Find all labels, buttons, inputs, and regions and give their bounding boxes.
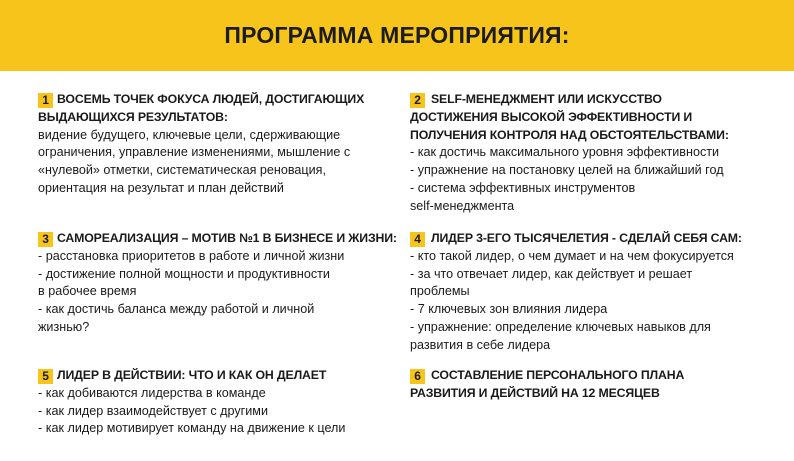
program-section-1 bbox=[38, 91, 398, 198]
program-section-6 bbox=[410, 367, 780, 403]
section-number-badge: 6 bbox=[410, 369, 425, 384]
section-title-line bbox=[410, 230, 780, 248]
section-title-line bbox=[38, 91, 398, 109]
section-body-line: - как достичь максимального уровня эффективности bbox=[410, 145, 720, 160]
section-body-line: - упражнение на постановку целей на ближайший год bbox=[410, 163, 724, 178]
section-body-line: - достижение полной мощности и продуктивности bbox=[38, 266, 330, 281]
program-section-5 bbox=[38, 367, 398, 438]
section-title-text: САМОРЕАЛИЗАЦИЯ – МОТИВ №1 В БИЗНЕСЕ И ЖИЗНИ: bbox=[57, 231, 397, 245]
section-body-line: «нулевой» отметки, систематическая реновация, bbox=[38, 163, 326, 178]
program-section-3 bbox=[38, 230, 398, 337]
section-title-line: ДОСТИЖЕНИЯ ВЫСОКОЙ ЭФФЕКТИВНОСТИ И bbox=[410, 109, 693, 124]
section-body-line: - упражнение: определение ключевых навыков для bbox=[410, 319, 711, 334]
section-body-line: - 7 ключевых зон влияния лидера bbox=[410, 302, 608, 317]
section-body-line: - как лидер взаимодействует с другими bbox=[38, 403, 268, 418]
section-body-line: - за что отвечает лидер, как действует и решает bbox=[410, 266, 693, 281]
section-body-line: ориентация на результат и план действий bbox=[38, 180, 284, 195]
section-title-line: ВЫДАЮЩИХСЯ РЕЗУЛЬТАТОВ: bbox=[38, 109, 228, 124]
section-body-line: - система эффективных инструментов bbox=[410, 180, 636, 195]
section-body-line: жизнью? bbox=[38, 319, 90, 334]
section-number-badge: 4 bbox=[410, 232, 425, 247]
section-body-line: видение будущего, ключевые цели, сдерживающие bbox=[38, 127, 341, 142]
section-title-text: ЛИДЕР В ДЕЙСТВИИ: ЧТО И КАК ОН ДЕЛАЕТ bbox=[57, 368, 327, 382]
section-body-line: - как достичь баланса между работой и личной bbox=[38, 302, 315, 317]
section-body-line: - кто такой лидер, о чем думает и на чем фокусируется bbox=[410, 248, 734, 263]
section-title-line bbox=[38, 230, 398, 248]
section-title-text: ЛИДЕР 3-ЕГО ТЫСЯЧЕЛЕТИЯ - СДЕЛАЙ СЕБЯ САМ: bbox=[431, 231, 742, 245]
section-body-line: - как добиваются лидерства в команде bbox=[38, 385, 266, 400]
section-body-line: проблемы bbox=[410, 284, 470, 299]
section-title-line: РАЗВИТИЯ И ДЕЙСТВИЙ НА 12 МЕСЯЦЕВ bbox=[410, 385, 660, 400]
section-title-text: СОСТАВЛЕНИЕ ПЕРСОНАЛЬНОГО ПЛАНА bbox=[431, 368, 685, 382]
section-title-line bbox=[410, 367, 780, 385]
section-number-badge: 2 bbox=[410, 93, 425, 108]
section-title-text: SELF-МЕНЕДЖМЕНТ ИЛИ ИСКУССТВО bbox=[431, 92, 662, 106]
section-body-line: в рабочее время bbox=[38, 284, 137, 299]
section-body-line: развития в себе лидера bbox=[410, 337, 551, 352]
section-title-line bbox=[38, 367, 398, 385]
section-title-line bbox=[410, 91, 780, 109]
section-number-badge: 5 bbox=[38, 369, 53, 384]
program-section-4 bbox=[410, 230, 780, 355]
section-body-line: ограничения, управление изменениями, мышление с bbox=[38, 145, 351, 160]
section-body-line: - как лидер мотивирует команду на движение к цели bbox=[38, 421, 346, 436]
program-section-2 bbox=[410, 91, 780, 216]
page-title: ПРОГРАММА МЕРОПРИЯТИЯ: bbox=[224, 22, 570, 48]
section-body-line: - расстановка приоритетов в работе и личной жизни bbox=[38, 248, 345, 263]
section-title-line: ПОЛУЧЕНИЯ КОНТРОЛЯ НАД ОБСТОЯТЕЛЬСТВАМИ: bbox=[410, 127, 729, 142]
section-number-badge: 3 bbox=[38, 232, 53, 247]
header-banner bbox=[0, 0, 794, 71]
section-title-text: ВОСЕМЬ ТОЧЕК ФОКУСА ЛЮДЕЙ, ДОСТИГАЮЩИХ bbox=[57, 92, 365, 106]
section-number-badge: 1 bbox=[38, 93, 53, 108]
section-body-line: self-менеджмента bbox=[410, 198, 515, 213]
